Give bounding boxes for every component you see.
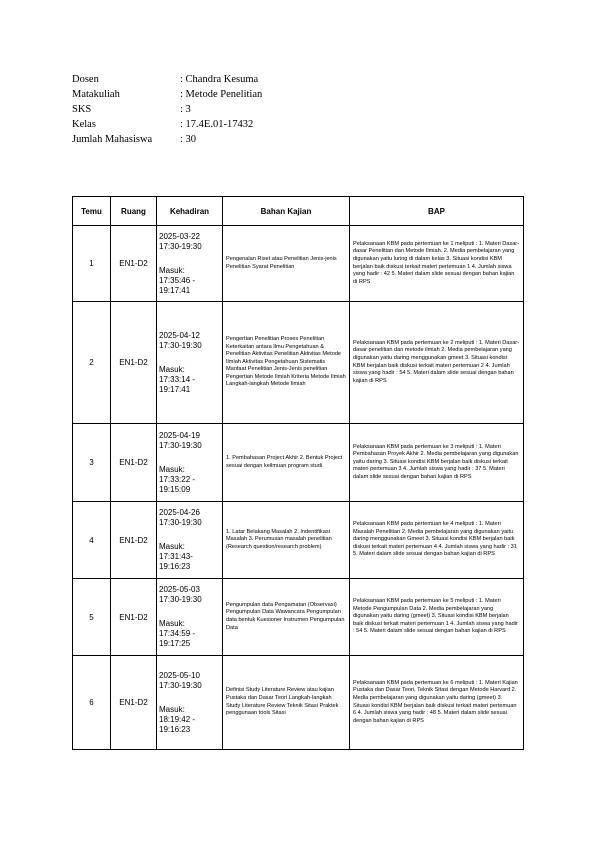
header-bahan-kajian: Bahan Kajian (223, 197, 350, 226)
masuk-time: 17:33:14 - (159, 374, 196, 384)
table-row (73, 502, 524, 579)
cell-bap: Pelaksanaan KBM pada pertemuan ke 4 meliputi : 1. Materi Masalah Penelitian 2. Media pembelajaran yang digunakan yaitu daring menggunakan Gmeet 3. Situasi kondisi KBM berjalan baik diskusi terkait materi pertemuan 4 4. Jumlah siswa yang hadir : 31 5. Materi dalam slide sesuai dengan bahan kajian di RPS (350, 502, 524, 579)
info-label: Jumlah Mahasiswa (72, 134, 153, 145)
header-temu: Temu (73, 197, 111, 226)
cell-bahan-kajian: Definisi Study Literature Review atau kajian Pustaka dan Dasar Teori Langkah-langkah Study Literature Review Teknik Sitasi Praktek penggunaan tools Sitasi (223, 656, 350, 750)
tanggal: 2025-04-26 (159, 508, 200, 517)
info-value: : 30 (180, 134, 197, 145)
info-value: : Metode Penelitian (180, 89, 263, 100)
info-row-sks (72, 102, 262, 117)
info-value: : 3 (180, 104, 191, 115)
cell-kehadiran (157, 656, 223, 750)
cell-kehadiran (157, 424, 223, 502)
tanggal: 2025-05-10 (159, 670, 200, 680)
cell-temu: 2 (73, 302, 111, 424)
masuk-label: Masuk: (159, 265, 185, 275)
jam: 17:30-19:30 (159, 440, 202, 450)
cell-temu: 4 (73, 502, 111, 579)
cell-bahan-kajian: 1. Latar Belakang Masalah 2. Indentifikasi Masalah 3. Perumusan masalah penelitian (Research question/research problem) (223, 502, 350, 579)
info-row-jumlah (72, 132, 262, 147)
header-ruang: Ruang (111, 197, 157, 226)
info-value: : Chandra Kesuma (180, 74, 259, 85)
table-row (73, 579, 524, 656)
table-row (73, 226, 524, 302)
header-kehadiran: Kehadiran (157, 197, 223, 226)
info-label: SKS (72, 104, 92, 115)
info-row-matakuliah (72, 87, 262, 102)
masuk-label: Masuk: (159, 619, 185, 628)
cell-ruang: EN1-D2 (111, 302, 157, 424)
masuk-time: 17:34:59 - (159, 629, 196, 638)
keluar-time: 19:17:41 (159, 384, 191, 394)
info-label: Matakuliah (72, 89, 120, 100)
cell-ruang: EN1-D2 (111, 226, 157, 302)
table-row (73, 302, 524, 424)
masuk-label: Masuk: (159, 704, 185, 714)
cell-bap: Pelaksanaan KBM pada pertemuan ke 5 meliputi : 1. Materi Metode Pengumpulan Data 2. Media pembelajaran yang digunakan yaitu daring (gmeet) 3. Situasi kondisi KBM berjalan baik diskusi terkait materi pertemuan 1 4. Jumlah siswa yang hadir : 54 5. Materi dalam slide sesuai dengan bahan kajian di RPS (350, 579, 524, 656)
info-row-kelas (72, 117, 262, 132)
masuk-time: 17:31:43- (159, 552, 193, 561)
cell-temu: 1 (73, 226, 111, 302)
cell-kehadiran (157, 302, 223, 424)
keluar-time: 19:16:23 (159, 724, 191, 734)
jam: 17:30-19:30 (159, 680, 202, 690)
info-label: Dosen (72, 74, 99, 85)
masuk-label: Masuk: (159, 464, 185, 474)
cell-bahan-kajian: Pengumpulan data Pengamatan (Observasi) Pengumpulan Data Wawancara Pengumpulan data bentuk Kuesioner Instrumen Pengumpulan Data (223, 579, 350, 656)
cell-bahan-kajian: Pengenalan Riset atau Penelitian Jenis-jenis Penelitian Syarat Penelitian (223, 226, 350, 302)
cell-bahan-kajian: 1. Pembahasan Project Akhir 2. Bentuk Project sesuai dengan keilmuan program studi (223, 424, 350, 502)
cell-temu: 6 (73, 656, 111, 750)
header-bap: BAP (350, 197, 524, 226)
cell-ruang: EN1-D2 (111, 579, 157, 656)
attendance-table (72, 196, 524, 750)
cell-ruang: EN1-D2 (111, 424, 157, 502)
cell-kehadiran (157, 502, 223, 579)
jam: 17:30-19:30 (159, 241, 202, 251)
cell-kehadiran (157, 226, 223, 302)
keluar-time: 19:16:23 (159, 562, 191, 571)
keluar-time: 19:17:41 (159, 285, 191, 295)
cell-bap: Pelaksanaan KBM pada pertemuan ke 6 meliputi : 1. Materi Kajian Pustaka dan Dasar Teori, Teknik Sitasi dengan Metode Harvard 2. Media pembelajaran yang digunakan yaitu daring (gmeet) 3. Situasi kondisi KBM berjalan baik diskusi terkait materi pertemuan 6 4. Jumlah siswa yang hadir : 48 5. Materi dalam slide sesuai dengan bahan kajian di RPS (350, 656, 524, 750)
jam: 17:30-19:30 (159, 518, 202, 527)
info-value: : 17.4E.01-17432 (180, 119, 254, 130)
masuk-label: Masuk: (159, 364, 185, 374)
info-label: Kelas (72, 119, 96, 130)
tanggal: 2025-04-12 (159, 330, 200, 340)
tanggal: 2025-03-22 (159, 231, 200, 241)
cell-temu: 3 (73, 424, 111, 502)
cell-ruang: EN1-D2 (111, 502, 157, 579)
table-header-row (73, 197, 524, 226)
cell-bap: Pelaksanaan KBM pada pertemuan ke 3 meliputi : 1. Materi Pembahasan Proyek Akhir 2. Media pembelajaran yang digunakan yaitu daring 3. Situasi kondisi KBM berjalan baik diskusi terkait materi pertemuan 3 4. Jumlah siswa yang hadir : 37 5. Materi dalam slide sesuai dengan bahan kajian di RPS (350, 424, 524, 502)
keluar-time: 19:15:09 (159, 484, 191, 494)
tanggal: 2025-05-03 (159, 585, 200, 594)
keluar-time: 19:17:25 (159, 639, 191, 648)
cell-ruang: EN1-D2 (111, 656, 157, 750)
jam: 17:30-19:30 (159, 595, 202, 604)
masuk-label: Masuk: (159, 542, 185, 551)
table-row (73, 656, 524, 750)
cell-bahan-kajian: Pengertian Penelitian Proses Penelitian Keterkaitan antara Ilmu Pengetahuan & Penelitian Aktivitas Penelitian Aktivitas Metode Ilmiah Aktivitas Pengetahuan Sistematis Manfaat Penelitian Jenis-Jenis penelitian Pengertian Metode Ilmiah Kriteria Metode Ilmiah Langkah-langkah Metode Ilmiah (223, 302, 350, 424)
cell-bap: Pelaksanaan KBM pada pertemuan ke 1 meliputi : 1. Materi Dasar-dasar Penelitian dan Metode Ilmiah. 2. Media pembelajaran yang digunakan yaitu luring di dalam kelas 3. Situasi kondisi KBM berjalan baik diskusi terkait materi pertemuan 1 4. Jumlah siswa yang hadir : 42 5. Materi dalam slide sesuai dengan bahan kajian di RPS (350, 226, 524, 302)
masuk-time: 17:35:46 - (159, 275, 196, 285)
course-info (72, 72, 262, 147)
cell-bap: Pelaksanaan KBM pada pertemuan ke 2 meliputi : 1. Materi Dasar-dasar penelitian dan metode ilmiah 2. Media pembelajaran yang digunakan yaitu daring menggunakan gmeet 3. Situasi kondisi KBM berjalan baik diskusi terkait materi pertemuan 2 4. Jumlah siswa yang hadir : 54 5. Materi dalam slide sesuai dengan bahan kajian di RPS (350, 302, 524, 424)
masuk-time: 17:33:22 - (159, 474, 196, 484)
cell-temu: 5 (73, 579, 111, 656)
tanggal: 2025-04-19 (159, 430, 200, 440)
table-row (73, 424, 524, 502)
info-row-dosen (72, 72, 262, 87)
cell-kehadiran (157, 579, 223, 656)
jam: 17:30-19:30 (159, 340, 202, 350)
masuk-time: 18:19:42 - (159, 714, 196, 724)
